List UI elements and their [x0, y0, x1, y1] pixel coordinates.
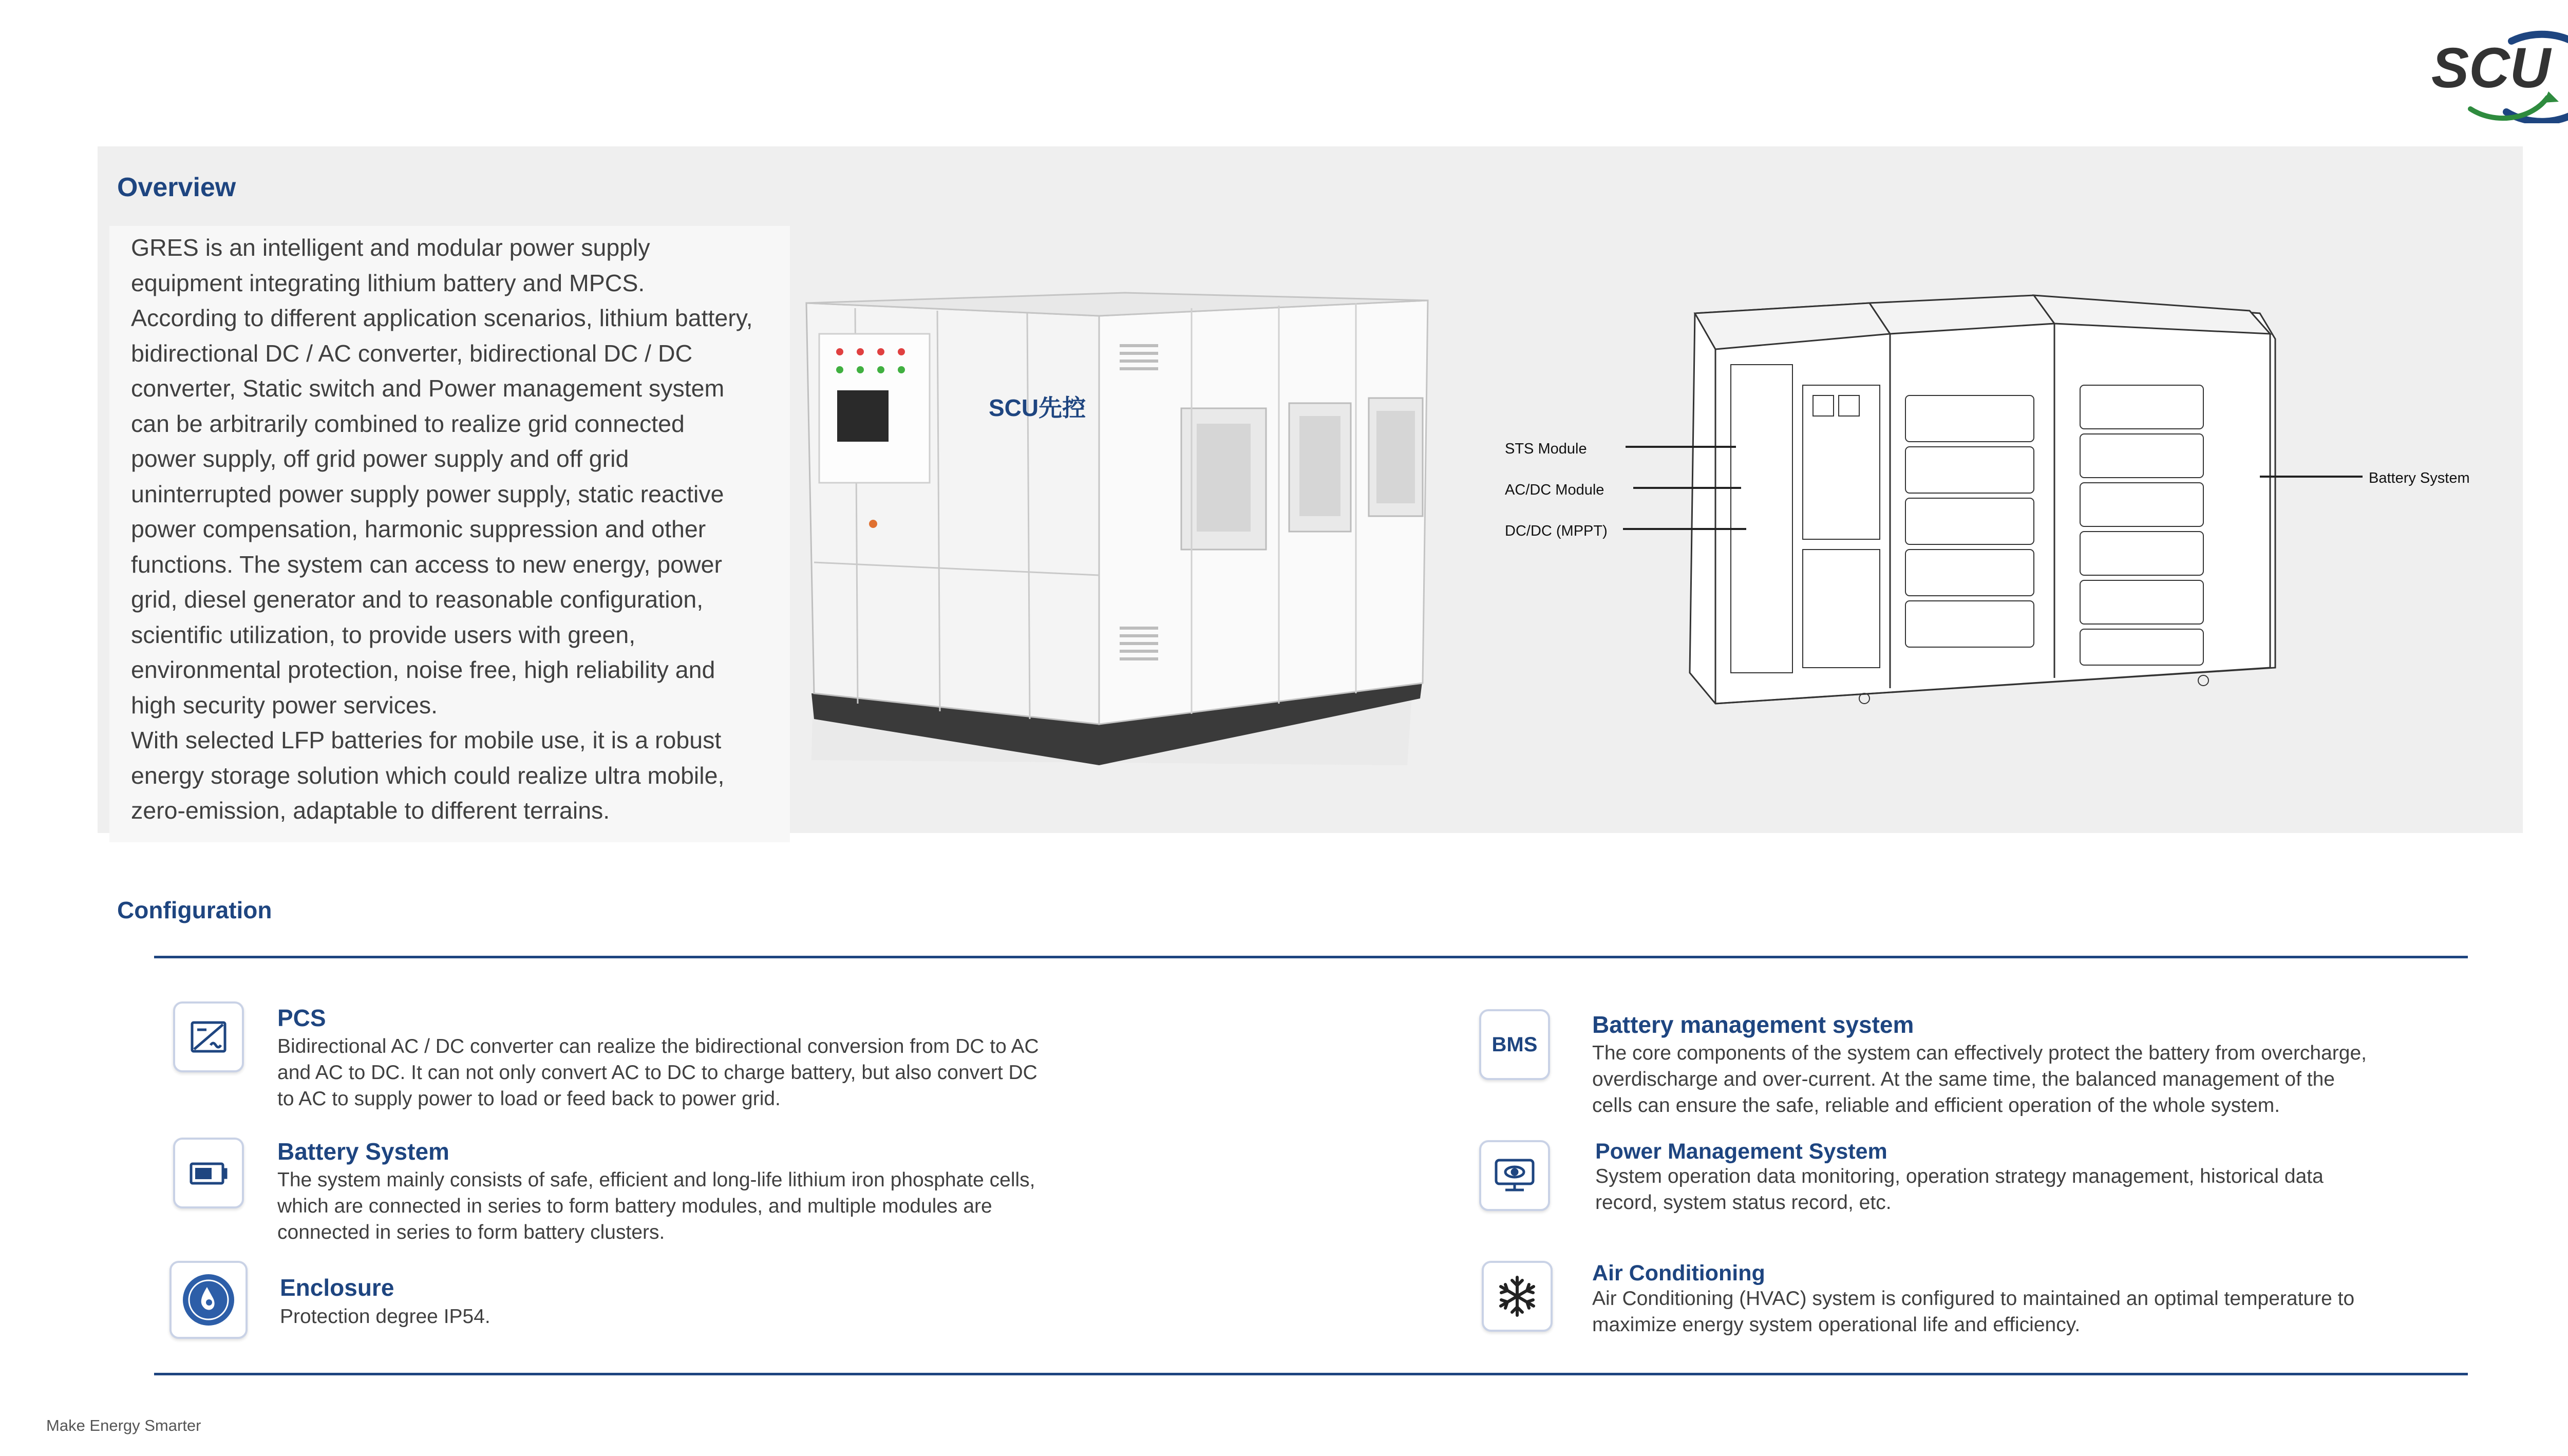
divider-top [154, 956, 2468, 958]
battery-system-title: Battery System [277, 1138, 449, 1165]
divider-bottom [154, 1373, 2468, 1375]
callout-battery-system: Battery System [2369, 470, 2470, 486]
pms-description: System operation data monitoring, operation strategy management, historical data record, system status record, etc. [1595, 1165, 2324, 1214]
enclosure-description: Protection degree IP54. [280, 1306, 490, 1328]
air-conditioning-description: Air Conditioning (HVAC) system is configured to maintained an optimal temperature to maximize energy system operational life and efficiency. [1592, 1288, 2355, 1336]
enclosure-title: Enclosure [280, 1274, 394, 1301]
bms-icon-label: BMS [1491, 1033, 1538, 1056]
callout-dcdc-mppt: DC/DC (MPPT) [1505, 523, 1608, 539]
battery-system-description: The system mainly consists of safe, efficient and long-life lithium iron phosphate cells, which are connected in series to form battery modules, and multiple modules are connected in series to form battery clusters. [277, 1169, 1035, 1243]
bms-title: Battery management system [1592, 1011, 1914, 1038]
pcs-description: Bidirectional AC / DC converter can realize the bidirectional conversion from DC to AC and AC to DC. It can not only convert AC to DC to charge battery, but also convert DC to AC to supply power to load or feed back to power grid. [277, 1035, 1039, 1110]
overview-heading: Overview [117, 173, 236, 202]
callout-acdc-module: AC/DC Module [1505, 482, 1604, 498]
protection-icon [169, 1261, 248, 1339]
configuration-heading: Configuration [117, 897, 272, 923]
callout-sts-module: STS Module [1505, 441, 1587, 457]
bms-icon [1479, 1009, 1550, 1080]
monitor-icon [1479, 1140, 1550, 1211]
pms-title: Power Management System [1595, 1139, 1887, 1164]
overview-description: GRES is an intelligent and modular power supply equipment integrating lithium battery and MPCS. According to different application scenarios, lithium battery, bidirectional DC / AC converter, bidirectional DC / DC converter, Static switch and Power management system can be arbitrarily combined to realize grid connected power supply, off grid power supply and off grid uninterrupted power supply power supply, static reactive power compensation, harmonic suppression and other functions. The system can access to new energy, power grid, diesel generator and to reasonable configuration, scientific utilization, to provide users with green, environmental protection, noise free, high reliability and high security power services. With selected LFP batteries for mobile use, it is a robust energy storage solution which could realize ultra mobile, zero-emission, adaptable to different terrains. [131, 234, 753, 824]
svg-text:SCU先控: SCU先控 [989, 394, 1086, 421]
pcs-title: PCS [277, 1005, 326, 1031]
snowflake-icon [1482, 1261, 1553, 1332]
battery-icon [173, 1138, 244, 1208]
footer-tagline: Make Energy Smarter [46, 1416, 201, 1434]
bms-description: The core components of the system can effectively protect the battery from overcharge, overdischarge and over-current. At the same time, the balanced management of the cells can ensure the safe, reliable and efficient operation of the whole system. [1592, 1042, 2367, 1117]
svg-text:SCU: SCU [2431, 36, 2551, 100]
air-conditioning-title: Air Conditioning [1592, 1261, 1765, 1285]
converter-icon [173, 1001, 244, 1072]
